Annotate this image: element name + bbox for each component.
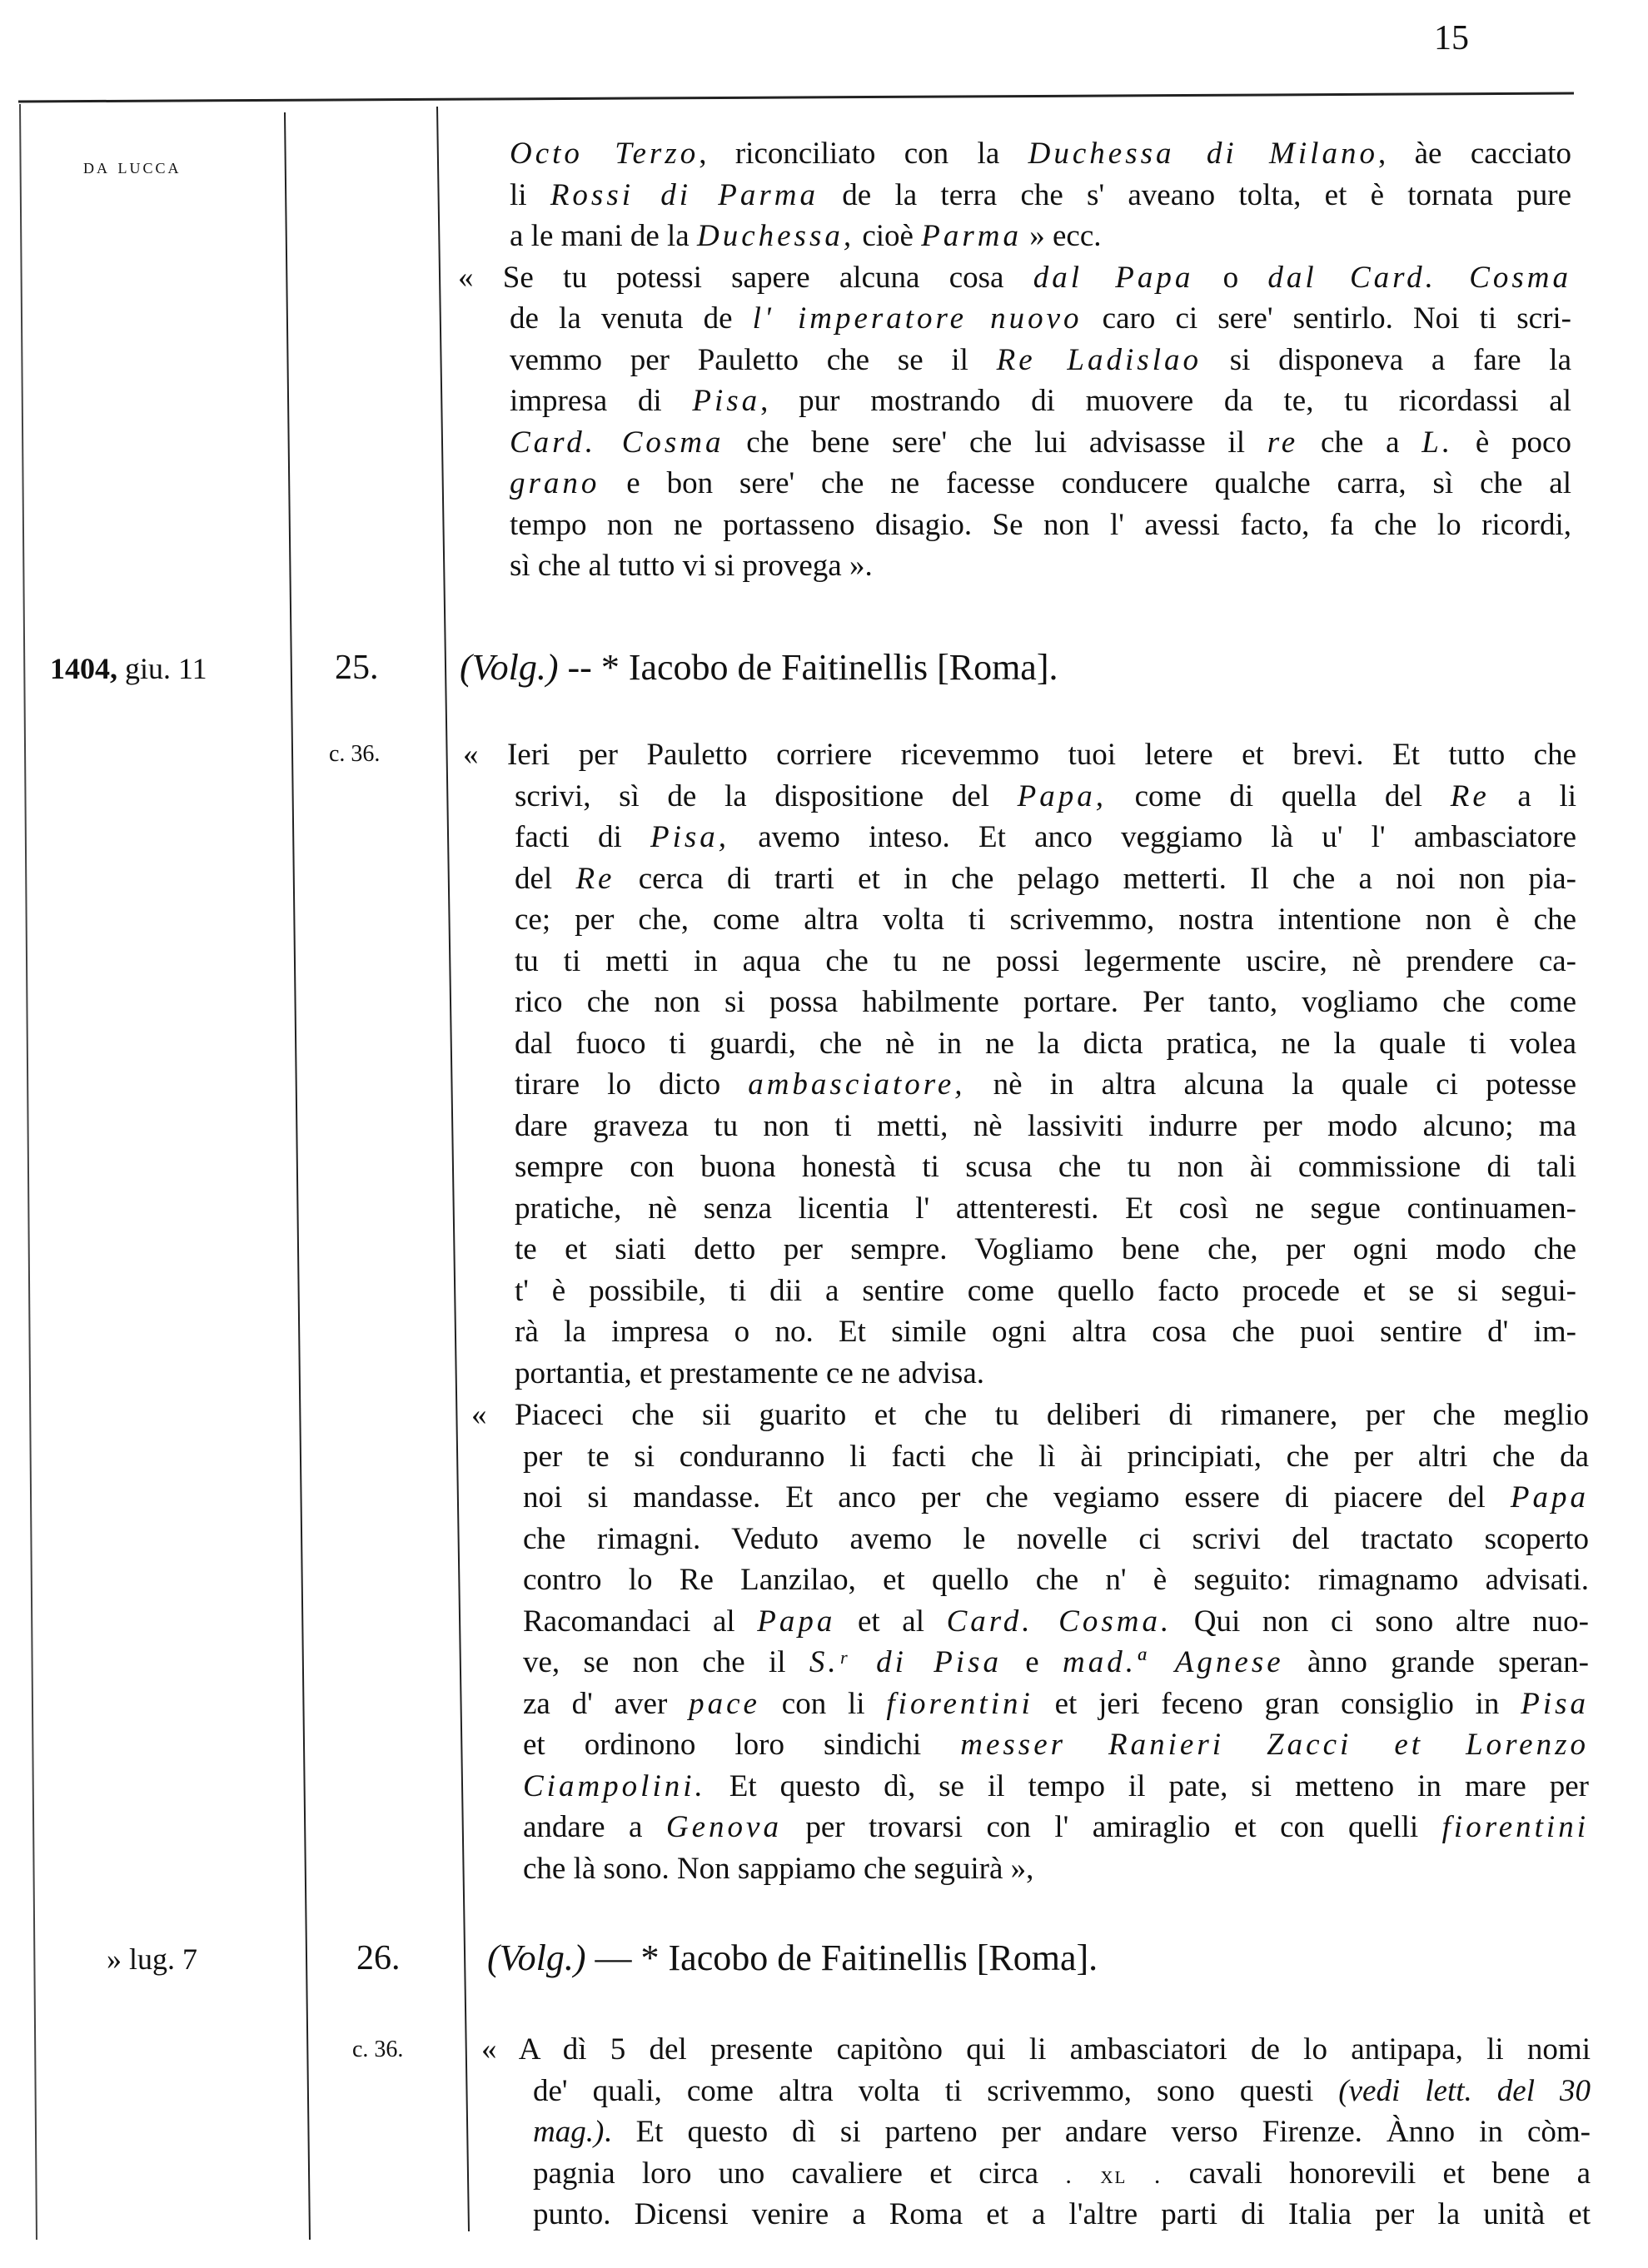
emphasized-text: messer Ranieri Zacci et Lorenzo	[960, 1728, 1589, 1762]
text-line	[510, 175, 1571, 216]
text-segment: che rimagni. Veduto avemo le novelle ci scrivi del tractato scoperto	[523, 1521, 1589, 1556]
text-line	[515, 1311, 1576, 1353]
text-line	[515, 1064, 1576, 1106]
text-segment: de la terra che s' aveano tolta, et è tornata pure	[819, 177, 1572, 212]
emphasized-text: grano	[510, 466, 600, 500]
emphasized-text: dal Card. Cosma	[1267, 260, 1571, 295]
text-segment: nè in altra alcuna la quale ci potesse	[965, 1067, 1576, 1102]
emphasized-text: l' imperatore nuovo	[752, 301, 1083, 336]
text-segment: scrivi, sì de la dispositione del	[515, 778, 1018, 813]
entry-number: 26.	[356, 1939, 401, 1977]
text-line	[515, 817, 1576, 858]
letter-text	[471, 1395, 1590, 1889]
volg-label: (Volg.)	[460, 647, 559, 688]
text-line	[523, 1436, 1589, 1478]
text-segment: portantia, et prestamente ce ne advisa.	[515, 1355, 984, 1390]
emphasized-text: mag.)	[533, 2115, 605, 2149]
text-segment: andare a	[523, 1810, 666, 1844]
text-segment: punto. Dicensi venire a Roma et a l'altre parti di Italia per la unità et	[533, 2197, 1591, 2231]
text-line	[510, 133, 1571, 175]
entry-header	[460, 646, 1058, 689]
text-line	[515, 982, 1576, 1023]
text-segment: . Et questo dì si parteno per andare verso Firenze. Ànno in còm-	[604, 2115, 1591, 2149]
text-line	[515, 1106, 1576, 1147]
text-line	[458, 257, 1571, 299]
text-segment: li	[510, 177, 550, 212]
emphasized-text: Card. Cosma	[510, 425, 724, 460]
emphasized-text: Pisa,	[650, 820, 730, 854]
text-segment: Et questo dì, se il tempo il pate, si metteno in mare per	[705, 1768, 1589, 1803]
emphasized-text: Genova	[665, 1810, 782, 1844]
carta-ref: c. 36.	[329, 741, 381, 767]
entry-day: giu. 11	[117, 652, 207, 685]
text-segment: pagnia loro uno cavaliere et circa	[533, 2156, 1066, 2191]
carta-ref: c. 36.	[352, 2037, 404, 2062]
volg-label: (Volg.)	[487, 1937, 586, 1978]
emphasized-text: ambasciatore,	[748, 1067, 966, 1102]
text-segment: si disponeva a fare la	[1201, 342, 1572, 377]
entry-day: lug. 7	[122, 1942, 198, 1976]
entry-date	[50, 651, 207, 686]
text-line	[523, 1642, 1589, 1684]
text-line	[515, 1353, 1576, 1395]
text-segment: » ecc.	[1021, 219, 1102, 253]
text-line	[533, 2153, 1591, 2195]
text-line	[523, 1684, 1589, 1725]
text-line	[510, 422, 1571, 464]
text-line	[523, 1601, 1589, 1643]
text-segment: o	[1193, 260, 1268, 295]
text-segment: cavali honorevili et bene a	[1162, 2156, 1591, 2191]
text-segment: « Ieri per Pauletto corriere ricevemmo tuoi letere et brevi. Et tutto che	[463, 738, 1576, 772]
top-rule	[18, 93, 1574, 102]
text-segment: tirare lo dicto	[515, 1067, 749, 1102]
entry-header	[487, 1937, 1098, 1979]
emphasized-text: Papa	[757, 1604, 836, 1639]
entry-number: 25.	[335, 649, 379, 687]
column-divider-1	[285, 112, 310, 2240]
emphasized-text: Pisa	[1521, 1686, 1590, 1721]
text-segment: con li	[759, 1686, 887, 1721]
text-segment: « Piaceci che sii guarito et che tu deliberi di rimanere, per che meglio	[471, 1398, 1589, 1432]
text-segment: che bene sere' che lui advisasse il	[724, 425, 1267, 460]
emphasized-text: . xl .	[1065, 2161, 1163, 2189]
text-line	[510, 545, 1571, 587]
entry-date	[107, 1942, 197, 1977]
text-line	[515, 858, 1576, 900]
text-segment: impresa di	[510, 384, 693, 418]
continuation-text	[458, 133, 1572, 587]
text-line	[533, 2071, 1591, 2112]
emphasized-text: fiorentini	[1441, 1810, 1589, 1844]
text-segment: za d' aver	[523, 1686, 690, 1721]
emphasized-text: L.	[1421, 425, 1454, 460]
text-segment: rà la impresa o no. Et simile ogni altra cosa che puoi sentire d' im-	[515, 1315, 1576, 1349]
text-segment: t' è possibile, ti dii a sentire come quello facto procede et se si segui-	[515, 1273, 1576, 1308]
text-segment: pratiche, nè senza licentia l' attenteresti. Et così ne segue continuamen-	[515, 1191, 1576, 1226]
text-line	[523, 1848, 1589, 1890]
text-segment: ve, se non che il	[523, 1645, 809, 1679]
emphasized-text: Duchessa,	[696, 219, 855, 253]
text-line	[515, 899, 1576, 941]
text-segment: Qui non ci sono altre nuo-	[1172, 1604, 1589, 1639]
text-segment: caro ci sere' sentirlo. Noi ti scri-	[1082, 301, 1571, 336]
text-line	[515, 941, 1576, 982]
emphasized-text: Octo Terzo	[510, 137, 700, 171]
text-segment: avemo inteso. Et anco veggiamo là u' l' ambasciatore	[729, 820, 1576, 854]
entry-year: 1404,	[50, 652, 117, 685]
text-line	[523, 1477, 1589, 1519]
text-segment: facti di	[515, 820, 650, 854]
text-segment: de la venuta de	[510, 301, 753, 336]
emphasized-text: mad.ª Agnese	[1063, 1645, 1284, 1679]
emphasized-text: S.ʳ di Pisa	[809, 1645, 1002, 1679]
text-segment: dare graveza tu non ti metti, nè lassiviti indurre per modo alcuno; ma	[515, 1108, 1576, 1143]
page-number: 15	[1434, 19, 1469, 57]
text-line	[510, 380, 1571, 422]
text-segment: del	[515, 861, 576, 896]
text-line	[523, 1559, 1589, 1601]
text-line	[523, 1766, 1589, 1808]
text-segment: che a	[1298, 425, 1422, 460]
text-segment: è poco	[1453, 425, 1571, 460]
text-line	[471, 1395, 1589, 1436]
text-segment: , riconciliato con la	[699, 137, 1028, 171]
emphasized-text: re	[1267, 425, 1299, 460]
column-divider-2	[437, 107, 469, 2231]
emphasized-text: Re	[1450, 778, 1490, 813]
entry-title: -- * Iacobo de Faitinellis [Roma].	[558, 647, 1058, 688]
text-segment: et jeri feceno gran consiglio in	[1033, 1686, 1521, 1721]
emphasized-text: Duchessa di Milano	[1028, 137, 1378, 171]
entry-title: — * Iacobo de Faitinellis [Roma].	[585, 1937, 1098, 1978]
text-line	[515, 1146, 1576, 1188]
entry-year: »	[107, 1942, 122, 1976]
emphasized-text: fiorentini	[886, 1686, 1033, 1721]
emphasized-text: Pisa	[692, 384, 761, 418]
text-line	[523, 1519, 1589, 1560]
text-segment: vemmo per Pauletto che se il	[510, 342, 997, 377]
text-line	[510, 463, 1571, 505]
text-line	[510, 505, 1571, 546]
text-segment: dal fuoco ti guardi, che nè in ne la dicta pratica, ne la quale ti volea	[515, 1026, 1576, 1061]
text-line	[515, 776, 1576, 818]
emphasized-text: Re Ladislao	[996, 342, 1202, 377]
letter-text	[481, 2029, 1591, 2236]
letter-text	[463, 734, 1577, 1394]
text-segment: , àe cacciato	[1377, 137, 1571, 171]
text-segment: ànno grande speran-	[1283, 1645, 1590, 1679]
text-segment: sì che al tutto vi si provega ».	[510, 549, 873, 583]
emphasized-text: Parma	[921, 219, 1022, 253]
text-line	[515, 1271, 1576, 1312]
text-segment: tu ti metti in aqua che tu ne possi legermente uscire, nè prendere ca-	[515, 943, 1576, 978]
text-segment: rico che non si possa habilmente portare. Per tanto, vogliamo che come	[515, 985, 1576, 1019]
text-segment: e	[1001, 1645, 1063, 1679]
text-segment: Racomandaci al	[523, 1604, 758, 1639]
text-line	[533, 2111, 1591, 2153]
text-line	[523, 1807, 1589, 1848]
text-segment: et ordinono loro sindichi	[523, 1728, 961, 1762]
text-line	[515, 1229, 1576, 1271]
emphasized-text: Papa,	[1017, 778, 1107, 813]
text-line	[510, 298, 1571, 340]
left-border-line	[20, 104, 37, 2240]
emphasized-text: Re	[575, 861, 615, 896]
text-segment: cioè	[854, 219, 922, 253]
text-segment: a li	[1489, 778, 1577, 813]
text-segment: « A dì 5 del presente capitòno qui li ambasciatori de lo antipapa, li nomi	[481, 2032, 1591, 2067]
emphasized-text: dal Papa	[1033, 260, 1194, 295]
emphasized-text: pace	[689, 1686, 760, 1721]
text-segment: e bon sere' che ne facesse conducere qualche carra, sì che al	[600, 466, 1571, 500]
emphasized-text: Ciampolini.	[523, 1768, 706, 1803]
text-segment: de' quali, come altra volta ti scrivemmo, sono questi	[533, 2073, 1339, 2108]
emphasized-text: Card. Cosma.	[946, 1604, 1173, 1639]
text-segment: et al	[835, 1604, 947, 1639]
emphasized-text: (vedi lett. del 30	[1338, 2073, 1591, 2108]
text-segment: come di quella del	[1107, 778, 1451, 813]
text-segment: tempo non ne portasseno disagio. Se non l' avessi facto, fa che lo ricordi,	[510, 507, 1571, 542]
text-segment: « Se tu potessi sapere alcuna cosa	[458, 260, 1033, 295]
text-segment: a le mani de la	[510, 219, 697, 253]
text-line	[481, 2029, 1591, 2071]
text-segment: che là sono. Non sappiamo che seguirà »,	[523, 1851, 1034, 1886]
text-segment: te et siati detto per sempre. Vogliamo bene che, per ogni modo che	[515, 1232, 1576, 1266]
text-line	[533, 2194, 1591, 2236]
text-line	[515, 1023, 1576, 1065]
emphasized-text: Rossi di Parma	[550, 177, 819, 212]
text-segment: ce; per che, come altra volta ti scrivemmo, nostra intentione non è che	[515, 903, 1576, 937]
text-segment: contro lo Re Lanzilao, et quello che n' è seguito: rimagnamo advisati.	[523, 1563, 1589, 1597]
text-segment: cerca di trarti et in che pelago metterti. Il che a noi non pia-	[615, 861, 1576, 896]
running-head: da lucca	[83, 154, 182, 178]
text-segment: per te si conduranno li facti che lì ài principiati, che per altri che da	[523, 1439, 1589, 1474]
text-line	[463, 734, 1576, 776]
text-segment: sempre con buona honestà ti scusa che tu non ài commissione di tali	[515, 1150, 1576, 1184]
text-segment: noi si mandasse. Et anco per che vegiamo essere di piacere del	[523, 1480, 1511, 1514]
text-segment: , pur mostrando di muovere da te, tu ricordassi al	[760, 384, 1572, 418]
text-line	[523, 1724, 1589, 1766]
text-line	[510, 216, 1571, 257]
text-line	[515, 1188, 1576, 1230]
text-segment: per trovarsi con l' amiraglio et con quelli	[781, 1810, 1442, 1844]
emphasized-text: Papa	[1510, 1480, 1589, 1514]
text-line	[510, 340, 1571, 381]
